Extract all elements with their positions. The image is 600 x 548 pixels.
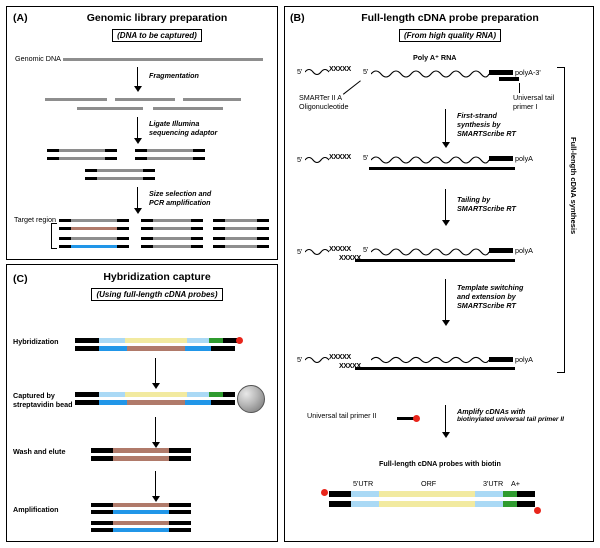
genomic-dna-bar	[63, 58, 263, 61]
polya-tail-2	[489, 156, 513, 161]
oligo-xxxxx-3: XXXXX	[329, 246, 351, 253]
polya-tail-3	[489, 248, 513, 253]
label-5prime-oligo: 5'	[297, 67, 303, 76]
label-5prime-rna-3: 5'	[363, 245, 369, 254]
oligo-xxxxx-2: XXXXX	[329, 154, 351, 161]
arrow-wash-elute	[155, 417, 156, 443]
label-step2-line1: Tailing by	[457, 195, 491, 204]
label-polya-rna: Poly A⁺ RNA	[413, 53, 457, 62]
arrow-amplification	[155, 471, 156, 497]
panel-b-subtitle: (From high quality RNA)	[319, 29, 581, 42]
panel-a-tag: (A)	[13, 12, 28, 24]
label-wash-elute: Wash and elute	[13, 447, 66, 456]
label-5prime-rna-2: 5'	[363, 153, 369, 162]
panel-a-title: Genomic library preparation	[86, 12, 228, 24]
arrow-fragmentation	[137, 67, 138, 87]
panel-b-tag: (B)	[290, 12, 305, 24]
label-3utr: 3'UTR	[483, 479, 504, 488]
label-size-selection-line2: PCR amplification	[149, 198, 211, 207]
first-strand-cdna-tailed	[355, 259, 515, 262]
biotin-icon	[236, 337, 243, 344]
biotin-icon	[321, 489, 328, 496]
biotin-icon	[534, 507, 541, 514]
biotin-icon	[413, 415, 420, 422]
label-polya-4: polyA	[515, 355, 533, 364]
panel-genomic-library-preparation	[6, 6, 278, 260]
label-polya-3prime: polyA-3'	[515, 68, 541, 77]
label-final-probes: Full-length cDNA probes with biotin	[379, 459, 501, 468]
panel-hybridization-capture	[6, 264, 278, 542]
label-univ-tail-primer-II: Universal tail primer II	[307, 411, 377, 420]
label-orf: ORF	[421, 479, 437, 488]
label-target-region: Target region	[14, 215, 56, 224]
full-length-synthesis-brace	[557, 67, 565, 373]
label-5utr: 5'UTR	[353, 479, 374, 488]
label-5prime-oligo-4: 5'	[297, 355, 303, 364]
label-smarter-line2: Oligonucleotide	[299, 102, 349, 111]
label-step4-line2: biotinylated universal tail primer II	[457, 416, 564, 423]
label-5prime-oligo-2: 5'	[297, 155, 303, 164]
fragment	[115, 98, 175, 101]
panel-b-title: Full-length cDNA probe preparation	[361, 12, 539, 24]
arrow-first-strand-synthesis	[445, 109, 446, 143]
target-region-brace	[51, 223, 57, 249]
label-5prime-rna: 5'	[363, 67, 369, 76]
label-step1-line2: synthesis by	[457, 120, 501, 129]
panel-c-title: Hybridization capture	[103, 271, 211, 283]
polya-tail-1	[489, 70, 513, 75]
switched-xxxxx: XXXXX	[339, 363, 361, 370]
label-step3-line1: Template switching	[457, 283, 524, 292]
label-size-selection-line1: Size selection and	[149, 189, 212, 198]
arrow-capture	[155, 358, 156, 384]
arrow-amplify-cdna	[445, 405, 446, 433]
fragment	[77, 107, 143, 110]
arrow-template-switching	[445, 279, 446, 321]
first-strand-cdna	[369, 167, 515, 170]
streptavidin-bead-icon	[237, 385, 265, 413]
label-step3-line3: SMARTScribe RT	[457, 301, 516, 310]
label-step1-line3: SMARTScribe RT	[457, 129, 516, 138]
label-smarter-line1: SMARTer II A	[299, 93, 343, 102]
label-fragmentation: Fragmentation	[149, 71, 199, 80]
label-polya-2: polyA	[515, 154, 533, 163]
label-univ-tail-1: Universal tail	[513, 93, 555, 102]
rna-strand-1	[371, 67, 491, 79]
arrow-tailing	[445, 189, 446, 221]
label-captured-line2: streptavidin bead	[13, 400, 73, 409]
label-step2-line2: SMARTScribe RT	[457, 204, 516, 213]
label-hybridization: Hybridization	[13, 337, 59, 346]
fragment	[183, 98, 241, 101]
panel-c-subtitle: (Using full-length cDNA probes)	[47, 288, 267, 301]
rna-strand-3	[371, 245, 491, 257]
tailed-xxxxx: XXXXX	[339, 255, 361, 262]
panel-c-tag: (C)	[13, 273, 28, 285]
second-strand-cdna	[355, 367, 515, 370]
label-amplification: Amplification	[13, 505, 59, 514]
label-polya-3: polyA	[515, 246, 533, 255]
fragment	[45, 98, 107, 101]
oligo-xxxxx-4: XXXXX	[329, 354, 351, 361]
label-ligate-line2: sequencing adaptor	[149, 128, 218, 137]
label-captured-line1: Captured by	[13, 391, 55, 400]
leader-univ-tail	[519, 83, 520, 93]
leader-smarter	[343, 80, 361, 95]
rna-strand-2	[371, 153, 491, 165]
label-polya-plus: A+	[511, 479, 520, 488]
label-step1-line1: First-strand	[457, 111, 497, 120]
label-genomic-dna: Genomic DNA	[15, 54, 61, 63]
fragment	[153, 107, 223, 110]
rna-strand-4	[371, 354, 491, 365]
label-step4-line1: Amplify cDNAs with	[457, 407, 526, 416]
label-5prime-oligo-3: 5'	[297, 247, 303, 256]
label-ligate-line1: Ligate Illumina	[149, 119, 200, 128]
oligo-xxxxx-1: XXXXX	[329, 66, 351, 73]
polya-tail-4	[489, 357, 513, 362]
panel-cdna-probe-preparation	[284, 6, 594, 542]
panel-a-subtitle: (DNA to be captured)	[47, 29, 267, 42]
label-full-length-synthesis: Full-length cDNA synthesis	[569, 137, 578, 235]
label-step3-line2: and extension by	[457, 292, 516, 301]
univ-tail-primer-box	[499, 77, 519, 81]
label-univ-tail-2: primer I	[513, 102, 538, 111]
arrow-ligate-adaptor	[137, 117, 138, 139]
arrow-size-selection	[137, 187, 138, 209]
